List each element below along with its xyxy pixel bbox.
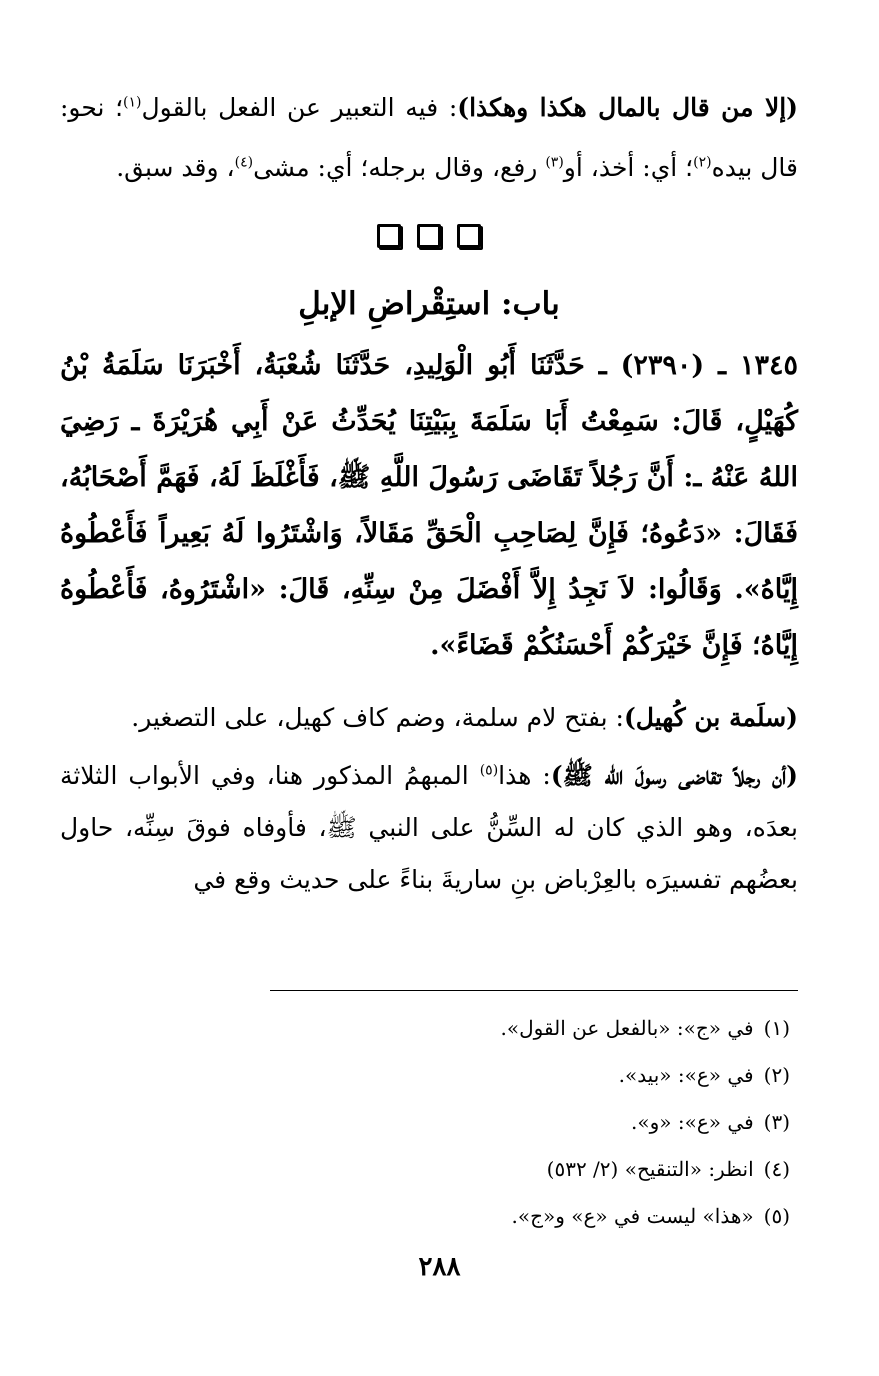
separator-square-icon <box>457 224 481 248</box>
footnote-number: (١) <box>763 1016 790 1040</box>
footnote-ref-2[interactable]: (٢) <box>693 154 712 171</box>
hadith-text: ١٣٤٥ ـ (٢٣٩٠) ـ حَدَّثَنَا أَبُو الْوَلِيدِ، حَدَّثَنَا شُعْبَةُ، أَخْبَرَنَا سَلَمَةُ بْنُ كُهَيْلٍ، قَالَ: سَمِعْتُ أَبَا سَلَمَةَ بِبَيْتِنَا يُحَدِّثُ عَنْ أَبِي هُرَيْرَةَ ـ رَضِيَ اللهُ عَنْهُ ـ: أَنَّ رَجُلاً تَقَاضَى رَسُولَ اللَّهِ ﷺ، فَأَغْلَظَ لَهُ، فَهَمَّ أَصْحَابُهُ، فَقَالَ: «دَعُوهُ؛ فَإِنَّ لِصَاحِبِ الْحَقِّ مَقَالاً، وَاشْتَرُوا لَهُ بَعِيراً فَأَعْطُوهُ إِيَّاهُ». وَقَالُوا: لاَ نَجِدُ إِلاَّ أَفْضَلَ مِنْ سِنِّهِ، قَالَ: «اشْتَرُوهُ، فَأَعْطُوهُ إِيَّاهُ؛ فَإِنَّ خَيْرَكُمْ أَحْسَنُكُمْ قَضَاءً». <box>60 350 798 661</box>
commentary-quote-1: (سلَمة بن كُهيل) <box>623 703 798 732</box>
footnote-number: (٣) <box>763 1110 790 1134</box>
commentary-paragraph-2 <box>60 750 798 906</box>
footnote-text: «هذا» ليست في «ع» و«ج». <box>511 1204 754 1228</box>
footnote-item <box>60 1005 790 1052</box>
commentary-text-1: : بفتح لام سلمة، وضم كاف كهيل، على التصغير. <box>131 703 624 732</box>
page-body <box>60 78 798 906</box>
separator-square-icon <box>417 224 441 248</box>
intro-text-e: ، وقد سبق. <box>116 153 235 182</box>
intro-text-d: رفع، وقال برجله؛ أي: مشى <box>253 153 546 182</box>
separator-square-icon <box>377 224 401 248</box>
section-separator <box>60 224 798 254</box>
commentary-text-2a: : هذا <box>498 761 551 790</box>
footnotes-list <box>60 1005 790 1240</box>
footnote-ref-4[interactable]: (٤) <box>234 154 254 171</box>
footnote-divider <box>270 990 798 991</box>
commentary-text-2b: المبهمُ المذكور هنا، وفي الأبواب الثلاثة بعدَه، وهو الذي كان له السِّنُّ على النبي ﷺ، فأوفاه فوقَ سِنِّه، حاول بعضُهم تفسيرَه بالعِرْباض بنِ ساريةَ بناءً على حديث وقع في <box>60 761 798 894</box>
footnote-ref-1[interactable]: (١) <box>123 94 142 111</box>
intro-text-a: : فيه التعبير عن الفعل بالقول <box>141 93 458 122</box>
footnote-item <box>60 1099 790 1146</box>
footnote-text: في «ج»: «بالفعل عن القول». <box>500 1016 754 1040</box>
intro-text-c: ؛ أي: أخذ، أو <box>563 153 694 182</box>
footnote-item <box>60 1052 790 1099</box>
footnote-text: في «ع»: «بيد». <box>618 1063 754 1087</box>
footnote-number: (٤) <box>763 1157 790 1181</box>
intro-quote: (إلا من قال بالمال هكذا وهكذا) <box>457 93 798 122</box>
footnote-number: (٢) <box>763 1063 790 1087</box>
footnote-text: في «ع»: «و». <box>631 1110 754 1134</box>
intro-text-b: ؛ نحو: قال بيده <box>60 93 798 182</box>
chapter-title: باب: استِقْراضِ الإبلِ <box>298 286 560 322</box>
commentary-quote-2: (أن رجلاً تقاضى رسولَ الله ﷺ) <box>550 761 798 790</box>
footnote-number: (٥) <box>763 1204 790 1228</box>
commentary-paragraph-1 <box>60 692 798 744</box>
footnote-item <box>60 1193 790 1240</box>
footnote-item <box>60 1146 790 1193</box>
page-number: ٢٨٨ <box>418 1252 461 1282</box>
footnote-ref-5[interactable]: (٥) <box>479 762 499 779</box>
intro-paragraph <box>60 78 798 198</box>
footnote-text: انظر: «التنقيح» (٢/ ٥٣٢) <box>546 1157 754 1181</box>
footnote-ref-3[interactable]: (٣) <box>545 154 564 171</box>
